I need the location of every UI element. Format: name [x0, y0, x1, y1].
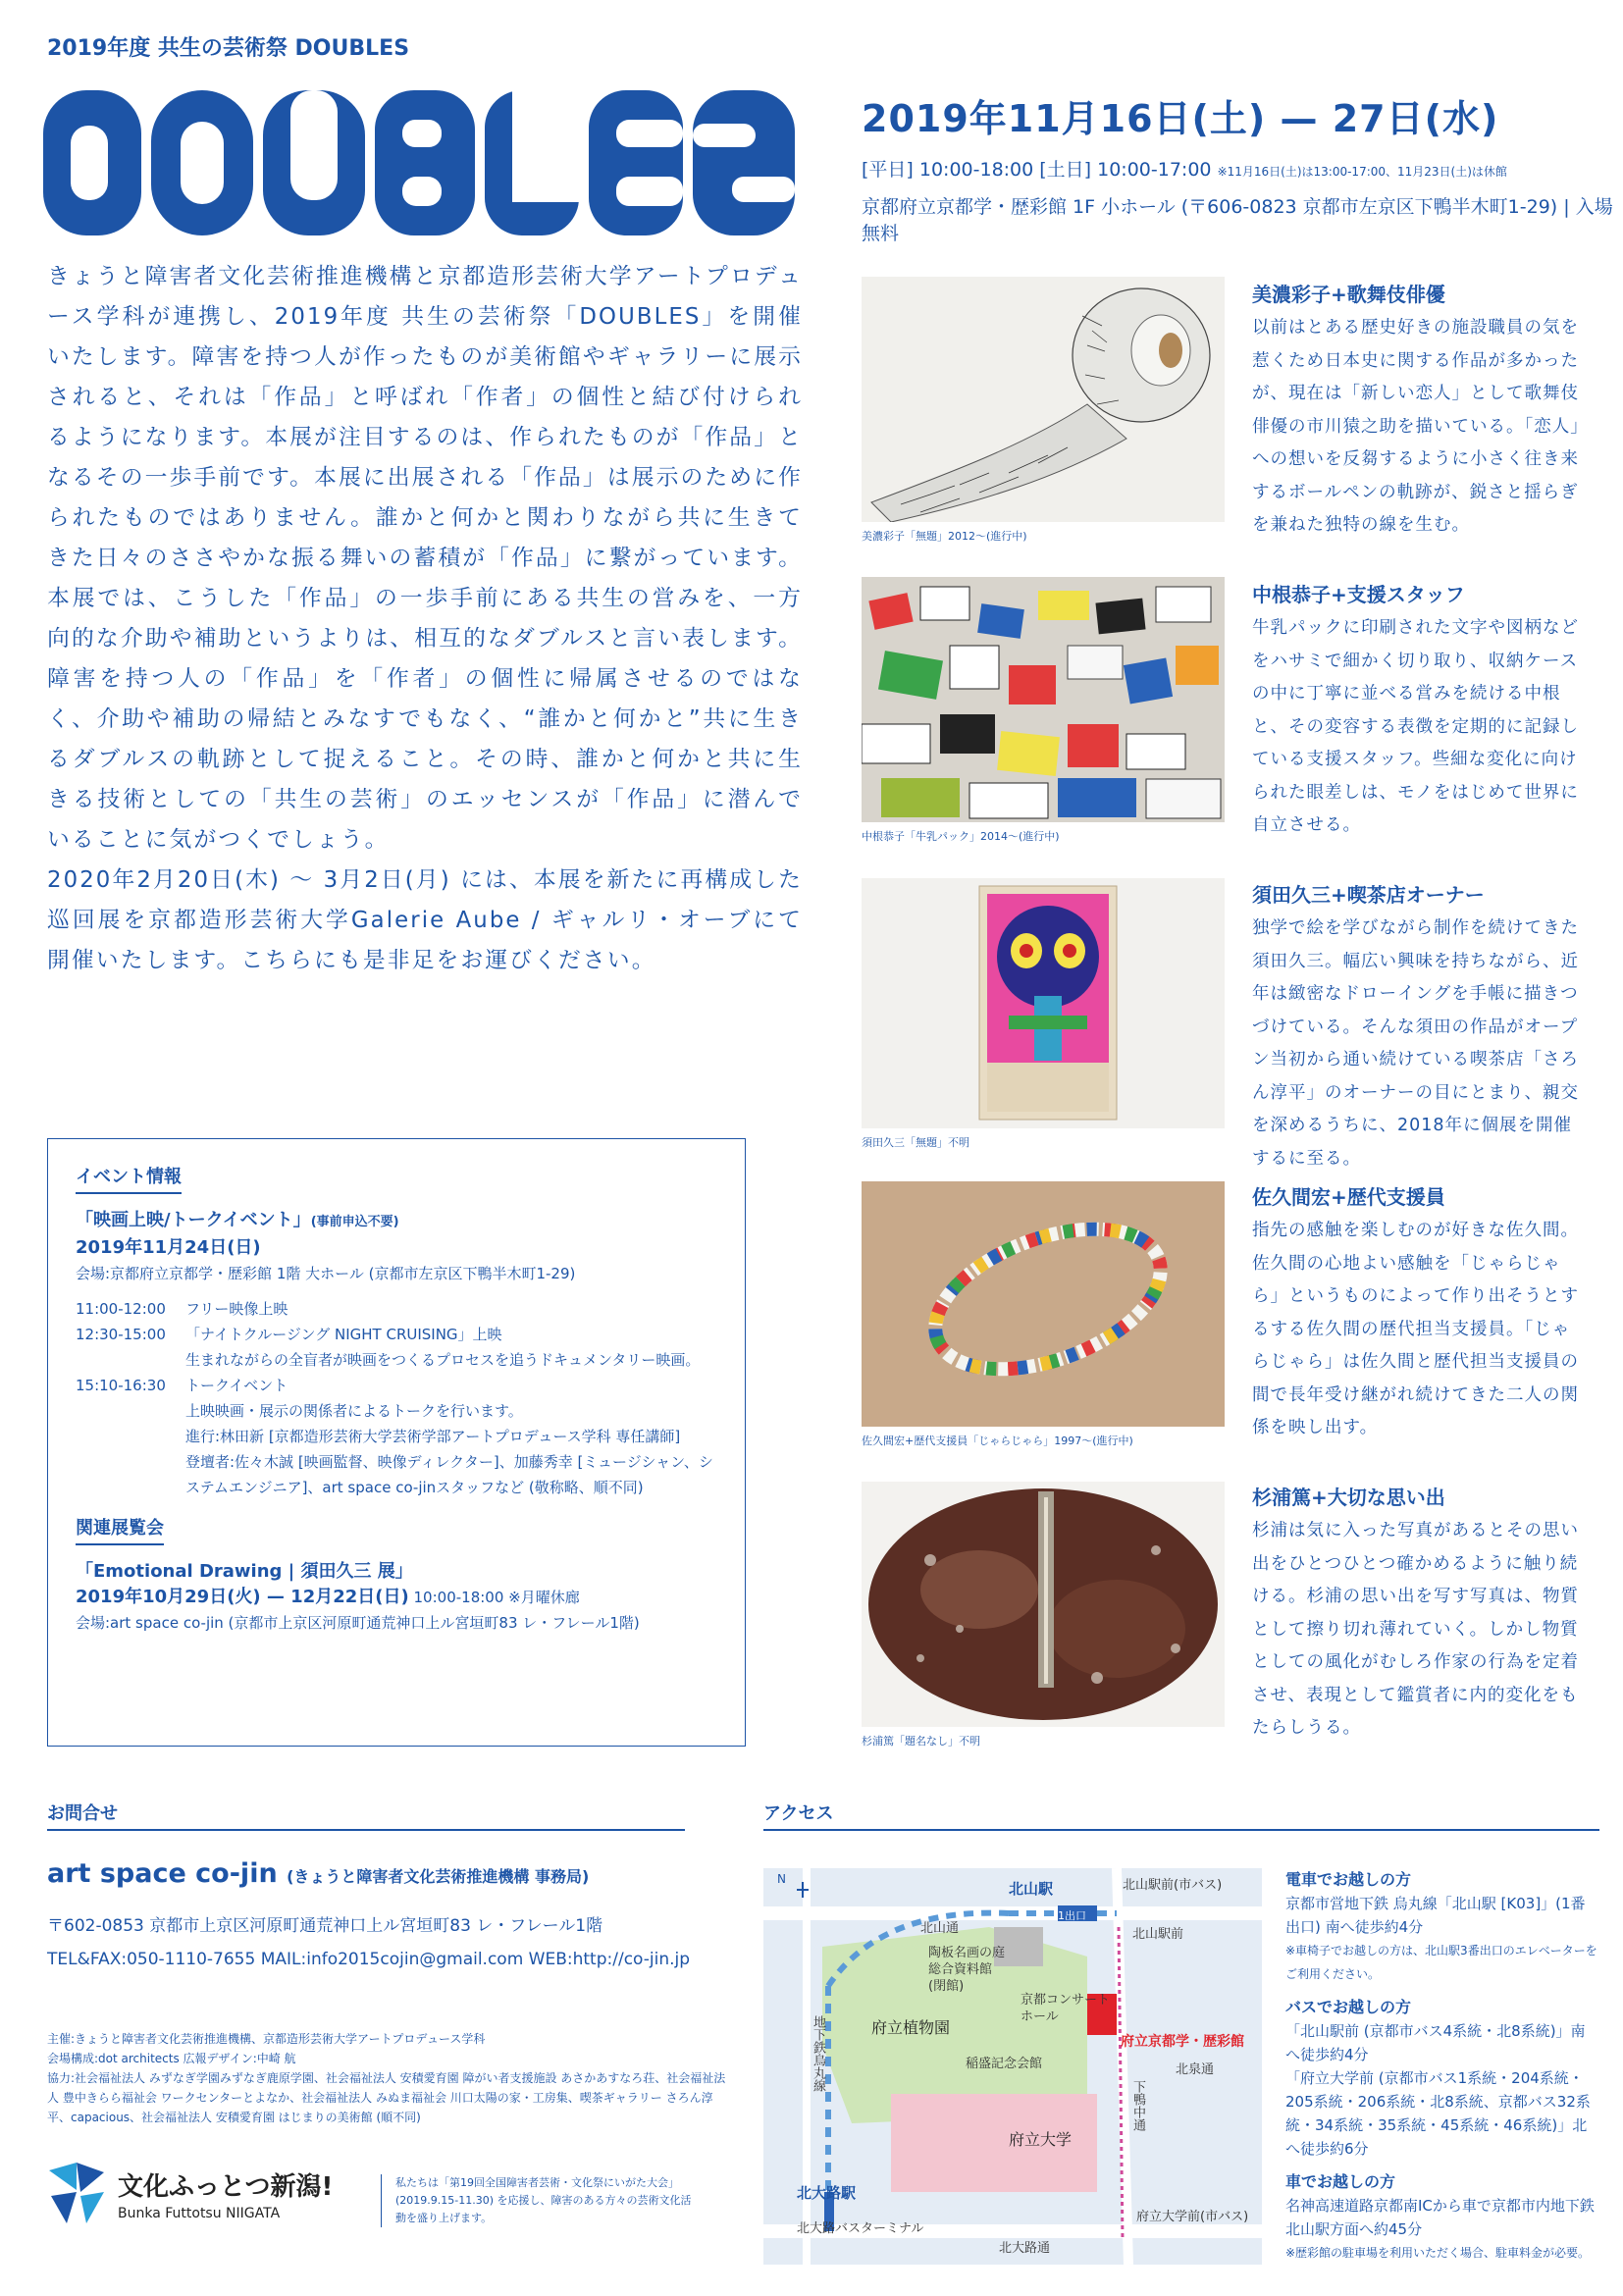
contact-tel-mail: TEL&FAX:050-1110-7655 MAIL:info2015cojin@gmail.com WEB:http://co-jin.jp	[47, 1950, 691, 1969]
event-info-box	[47, 1138, 746, 1747]
credit-cooperation: 協力:社会福祉法人 みずなぎ学園みずなぎ鹿原学園、社会福祉法人 安積愛育園 障がい者支援施設 あさかあすなろ荘、社会福祉法人 豊中きらら福祉会 ワークセンターとよなか、社会福祉法人 みぬま福祉会 川口太陽の家・工房集、喫茶ギャラリー さろん淳平、capacious、社会福祉法人 安積愛育園 はじまりの美術館 (順不同)	[47, 2071, 726, 2124]
contact-org	[47, 1858, 589, 1889]
artwork-caption-1: 美濃彩子「無題」2012〜(進行中)	[862, 530, 1027, 543]
map-inamori: 稲盛記念会館	[966, 2057, 1043, 2071]
map-closed: (閉館)	[928, 1979, 965, 1994]
credit-organizer: 主催:きょうと障害者文化芸術推進機構、京都造形芸術大学アートプロデュース学科	[47, 2032, 486, 2046]
hours-note: ※11月16日(土)は13:00-17:00、11月23日(土)は休館	[1217, 165, 1507, 179]
schedule-desc: 上映映画・展示の関係者によるトークを行います。	[185, 1402, 523, 1420]
schedule-row	[76, 1296, 717, 1322]
intro-paragraph-2: 本展では、こうした「作品」の一歩手前にある共生の営みを、一方向的な介助や補助というよりは、相互的なダブルスと言い表します。障害を持つ人の「作品」を「作者」の個性に帰属させるのではなく、介助や補助の帰結とみなすでもなく、“誰かと何かと”共に生きるダブルスの軌跡として捉えること。その時、誰かと何かと共に生きる技術としての「共生の芸術」のエッセンスが「作品」に潜んでいることに気がつくでしょう。	[47, 586, 803, 853]
map-kitayama-dori: 北山通	[920, 1921, 960, 1936]
artwork-title-4: 佐久間宏+歴代支援員	[1252, 1185, 1445, 1209]
schedule-text: 「ナイトクルージング NIGHT CRUISING」上映	[185, 1326, 502, 1343]
opening-hours	[862, 155, 1507, 186]
org-sub: (きょうと障害者文化芸術推進機構 事務局)	[287, 1867, 590, 1886]
artwork-image-4	[862, 1181, 1225, 1427]
related-venue: 会場:art space co-jin (京都市上京区河原町通荒神口上ル宮垣町83 レ・フレール1階)	[76, 1614, 640, 1632]
artwork-image-5	[862, 1482, 1225, 1727]
artwork-text-5: 杉浦は気に入った写真があるとその思い出をひとつひとつ確かめるように触り続ける。杉浦の思い出を写す写真は、物質として擦り切れ薄れていく。しかし物質としての風化がむしろ作家の行為を定着させ、表現として鑑賞者に内的変化をもたらしうる。	[1252, 1521, 1579, 1738]
event-title-text: 「映画上映/トークイベント」	[76, 1210, 311, 1230]
access-directions	[1285, 1868, 1599, 2265]
related-heading: 関連展覧会	[76, 1516, 164, 1545]
artwork-text-3: 独学で絵を学びながら制作を続けてきた須田久三。幅広い興味を持ちながら、近年は緻密なドローイングを手帳に描きつづけている。そんな須田の作品がオープン当初から通い続けている喫茶店「さろん淳平」のオーナーの目にとまり、親交を深めるうちに、2018年に個展を開催するに至る。	[1252, 918, 1579, 1169]
map-kitaoji-bt: 北大路バスターミナル	[797, 2221, 924, 2236]
map-kitaoji-station: 北大路駅	[797, 2184, 857, 2202]
related-date-row	[76, 1585, 717, 1610]
artwork-caption-3: 須田久三「無題」不明	[862, 1136, 969, 1149]
map-hall: ホール	[1021, 2009, 1059, 2024]
schedule-host: 進行:林田新 [京都造形芸術大学芸術学部アートプロデュース学科 専任講師]	[185, 1428, 681, 1445]
schedule-row	[76, 1373, 717, 1398]
map-kitayama-ekimae: 北山駅前	[1132, 1927, 1184, 1942]
map-touban: 陶板名画の庭	[928, 1946, 1006, 1960]
artwork-title-3: 須田久三+喫茶店オーナー	[1252, 883, 1485, 907]
event-title	[76, 1208, 717, 1235]
credits	[47, 2029, 734, 2127]
map-kitayama-bus: 北山駅前(市バス)	[1123, 1878, 1223, 1893]
map-subway-line: 地下鉄烏丸線	[811, 2015, 825, 2092]
org-name: art space co-jin	[47, 1858, 278, 1889]
schedule-text: フリー映像上映	[185, 1300, 288, 1318]
map-prefuniv-bus: 府立大学前(市バス)	[1136, 2210, 1249, 2224]
intro-text	[47, 257, 803, 981]
bfn-en: Bunka Futtotsu NIIGATA	[118, 2206, 281, 2221]
intro-paragraph-1: きょうと障害者文化芸術推進機構と京都造形芸術大学アートプロデュース学科が連携し、2019年度 共生の芸術祭「DOUBLES」を開催いたします。障害を持つ人が作ったものが美術館やギャラリーに展示されると、それは「作品」と呼ばれ「作者」の個性と結び付けられるようになります。本展が注目するのは、作られたものが「作品」となるその一歩手前です。本展に出展される「作品」は展示のために作られたものではありません。誰かと何かと関わりながら共に生きてきた日々のささやかな振る舞いの蓄積が「作品」に繋がっています。	[47, 264, 803, 571]
event-venue: 会場:京都府立京都学・歴彩館 1階 大ホール (京都市左京区下鴨半木町1-29)	[76, 1265, 576, 1282]
bus-text-1: 「北山駅前 (京都市バス4系統・北8系統)」南へ徒歩約4分	[1285, 2022, 1586, 2063]
map-shiryokan	[928, 1945, 1005, 1995]
postal-address: 〒602-0853 京都市上京区河原町通荒神口上ル宮垣町83 レ・フレール1階	[47, 1916, 603, 1936]
car-note: ※歴彩館の駐車場を利用いただく場合、駐車料金が必要。	[1285, 2246, 1591, 2260]
map-shimogamo-dori: 下鴨中通	[1130, 2080, 1145, 2131]
train-heading: 電車でお越しの方	[1285, 1870, 1412, 1889]
contact-address	[47, 1909, 690, 1976]
doubles-logo	[43, 86, 799, 238]
schedule-time: 12:30-15:00	[76, 1326, 166, 1343]
event-date: 2019年11月24日(日)	[76, 1237, 261, 1258]
map-shiryokan-name: 総合資料館	[928, 1962, 993, 1977]
train-text: 京都市営地下鉄 烏丸線「北山駅 [K03]」(1番出口) 南へ徒歩約4分	[1285, 1895, 1586, 1936]
bus-heading: バスでお越しの方	[1285, 1998, 1412, 2016]
schedule-text: トークイベント	[185, 1377, 288, 1394]
map-kitaoji-dori: 北大路通	[999, 2241, 1051, 2256]
access-heading: アクセス	[763, 1800, 1599, 1831]
bus-text-2: 「府立大学前 (京都市バス1系統・204系統・205系統・206系統・北8系統、京都バス32系統・34系統・35系統・45系統・46系統)」北へ徒歩約6分	[1285, 2069, 1591, 2158]
bfn-note: 私たちは「第19回全国障害者芸術・文化祭にいがた大会」(2019.9.15-11.30) を応援し、障害のある方々の芸術文化活動を盛り上げます。	[381, 2174, 700, 2227]
contact-heading: お問合せ	[47, 1800, 685, 1831]
schedule-guests: 登壇者:佐々木誠 [映画監督、映像ディレクター]、加藤秀幸 [ミュージシャン、システムエンジニア]、art space co-jinスタッフなど (敬称略、順不同)	[185, 1453, 713, 1496]
map-compass: N	[777, 1872, 786, 1886]
schedule-row	[76, 1322, 717, 1347]
related-date: 2019年10月29日(火) — 12月22日(日)	[76, 1587, 409, 1607]
artwork-title-5: 杉浦篤+大切な思い出	[1252, 1486, 1445, 1509]
map-concert-hall	[1021, 1992, 1110, 2025]
artwork-text-4: 指先の感触を楽しむのが好きな佐久間。佐久間の心地よい感触を「じゃらじゃら」というものによって作り出そうとするする佐久間の歴代担当支援員。「じゃらじゃら」は佐久間と歴代担当支援員の間で長年受け継がれ続けてきた二人の関係を映し出す。	[1252, 1221, 1579, 1437]
map-concert: 京都コンサート	[1021, 1993, 1111, 2008]
artwork-caption-5: 杉浦篤「題名なし」不明	[862, 1735, 980, 1748]
artwork-text-1: 以前はとある歴史好きの施設職員の気を惹くため日本史に関する作品が多かったが、現在は「新しい恋人」として歌舞伎俳優の市川猿之助を描いている。「恋人」への想いを反芻するように小さく往き来するボールペンの軌跡が、鋭さと揺らぎを兼ねた独特の線を生む。	[1252, 318, 1580, 535]
event-info-heading: イベント情報	[76, 1165, 182, 1194]
car-heading: 車でお越しの方	[1285, 2172, 1396, 2191]
map-rekisaikan: 府立京都学・歴彩館	[1121, 2034, 1244, 2050]
credit-design: 会場構成:dot architects 広報デザイン:中崎 航	[47, 2052, 296, 2065]
schedule-time: 11:00-12:00	[76, 1300, 166, 1318]
hours-main: [平日] 10:00-18:00 [土日] 10:00-17:00	[862, 159, 1212, 181]
schedule-time: 15:10-16:30	[76, 1377, 166, 1394]
schedule-desc: 生まれながらの全盲者が映画をつくるプロセスを追うドキュメンタリー映画。	[185, 1351, 701, 1369]
related-hours: 10:00-18:00 ※月曜休廊	[413, 1589, 580, 1606]
artwork-title-2: 中根恭子+支援スタッフ	[1252, 583, 1465, 606]
artwork-image-2	[862, 577, 1225, 822]
related-title: 「Emotional Drawing | 須田久三 展」	[76, 1561, 413, 1582]
artwork-text-2: 牛乳パックに印刷された文字や図柄などをハサミで細かく切り取り、収納ケースの中に丁寧に並べる営みを続ける中根と、その変容する表徴を定期的に記録している支援スタッフ。些細な変化に向けられた眼差しは、モノをはじめて世界に自立させる。	[1252, 618, 1579, 835]
intro-paragraph-3: 2020年2月20日(木) 〜 3月2日(月) には、本展を新たに再構成した巡回展を京都造形芸術大学Galerie Aube / ギャルリ・オーブにて開催いたします。こちらにも是非足をお運びください。	[47, 867, 803, 973]
artwork-image-1	[862, 277, 1225, 522]
bunka-futtotsu-logo	[47, 2163, 361, 2233]
train-note: ※車椅子でお越しの方は、北山駅3番出口のエレベーターをご利用ください。	[1285, 1944, 1597, 1981]
bfn-mark-icon	[47, 2163, 106, 2225]
bfn-ja: 文化ふっとつ新潟!	[118, 2172, 334, 2202]
car-text: 名神高速道路京都南ICから車で京都市内地下鉄北山駅方面へ約45分	[1285, 2197, 1595, 2238]
artwork-caption-2: 中根恭子「牛乳パック」2014〜(進行中)	[862, 830, 1060, 843]
map-prefuniv: 府立大学	[1009, 2130, 1073, 2149]
festival-kicker: 2019年度 共生の芸術祭 DOUBLES	[47, 36, 410, 61]
artwork-title-1: 美濃彩子+歌舞伎俳優	[1252, 283, 1445, 306]
venue-address: 京都府立京都学・歴彩館 1F 小ホール (〒606-0823 京都市左京区下鴨半木町1-29) | 入場無料	[862, 196, 1613, 244]
access-map	[763, 1868, 1262, 2265]
artwork-caption-4: 佐久間宏+歴代支援員「じゃらじゃら」1997〜(進行中)	[862, 1435, 1133, 1447]
map-botanical: 府立植物園	[871, 2018, 951, 2037]
event-title-note: (事前申込不要)	[310, 1215, 399, 1229]
map-kitayama-station: 北山駅	[1009, 1880, 1054, 1898]
map-kitaen-dori: 北泉通	[1176, 2062, 1215, 2077]
exhibition-dates: 2019年11月16日(土) — 27日(水)	[862, 97, 1499, 140]
artwork-image-3	[862, 878, 1225, 1128]
map-exit1: 1出口	[1058, 1909, 1086, 1922]
